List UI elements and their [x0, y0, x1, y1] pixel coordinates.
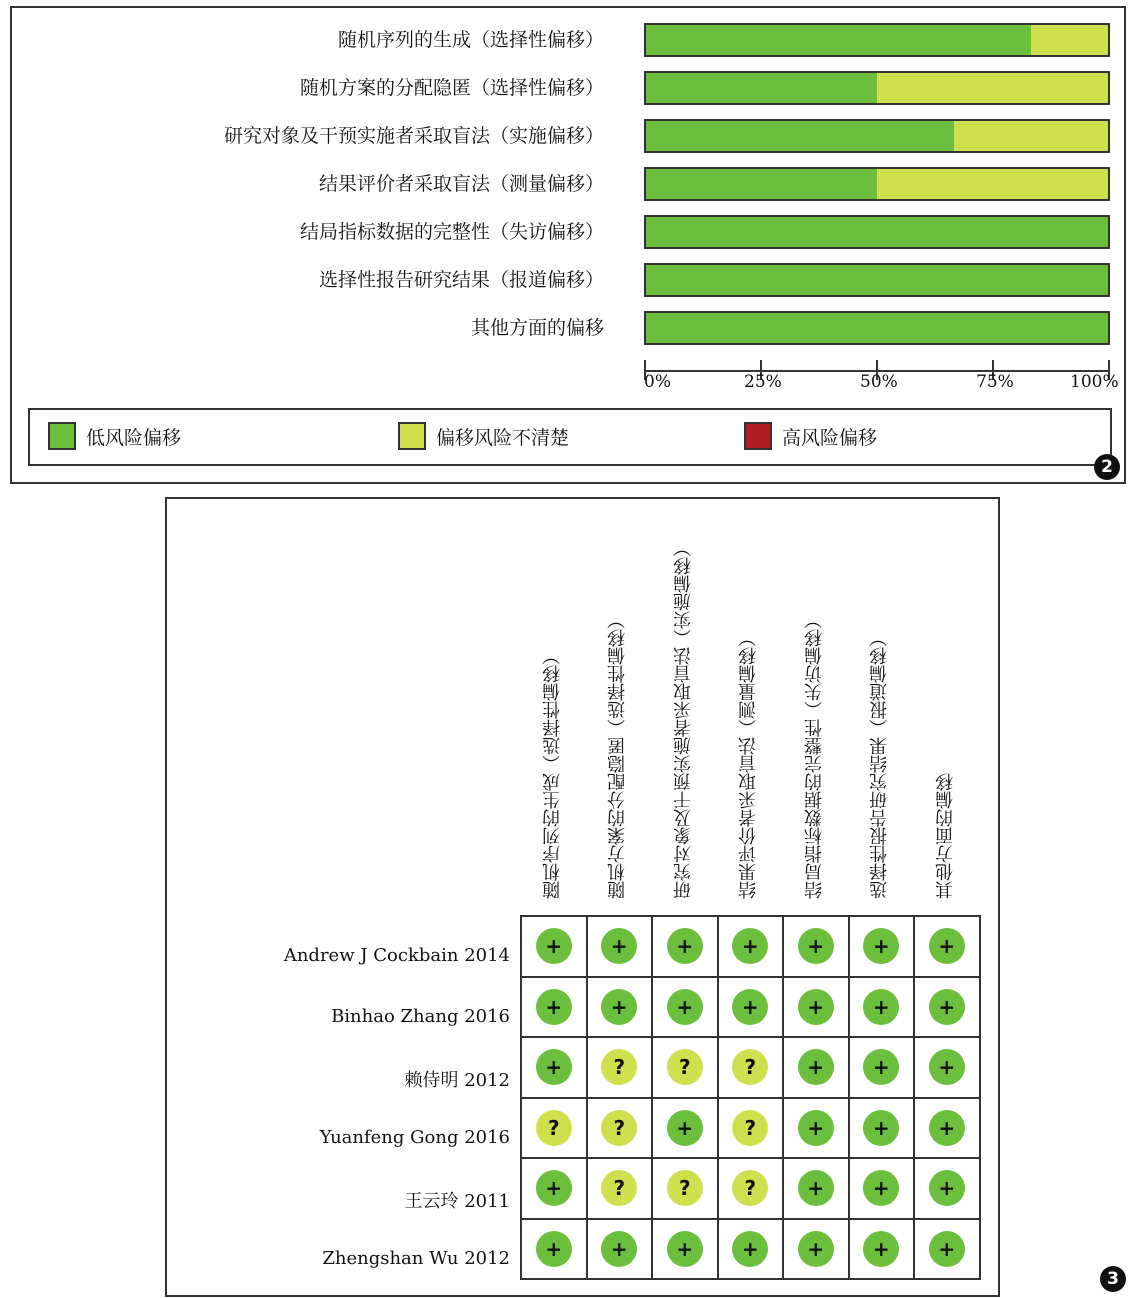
low-risk-icon: +: [929, 1170, 965, 1206]
low-risk-icon: +: [601, 1231, 637, 1267]
judgement-cell: [849, 916, 915, 977]
low-risk-icon: +: [536, 928, 572, 964]
judgement-cell: [587, 1158, 653, 1219]
legend-label-high: 高风险偏移: [782, 426, 878, 449]
table-row: [521, 1037, 980, 1098]
low-risk-icon: +: [798, 928, 834, 964]
bar-label: 选择性报告研究结果（报道偏移）: [318, 269, 604, 291]
unclear-risk-icon: ?: [732, 1170, 768, 1206]
bar: [644, 71, 1110, 105]
table-row: [521, 1098, 980, 1159]
x-tick-label: 100%: [1070, 372, 1119, 392]
judgement-cell: [783, 1219, 849, 1280]
low-risk-icon: +: [863, 1170, 899, 1206]
judgement-cell: [521, 1219, 587, 1280]
judgement-cell: [652, 1219, 718, 1280]
study-label: Binhao Zhang 2016: [331, 1005, 510, 1027]
low-risk-icon: +: [798, 989, 834, 1025]
judgement-cell: [914, 1158, 980, 1219]
low-risk-icon: +: [798, 1049, 834, 1085]
judgement-cell: [849, 1098, 915, 1159]
judgement-cell: [849, 977, 915, 1038]
low-risk-icon: +: [863, 1231, 899, 1267]
low-risk-icon: +: [798, 1231, 834, 1267]
low-risk-icon: +: [536, 1049, 572, 1085]
low-risk-icon: +: [732, 989, 768, 1025]
study-label: Zhengshan Wu 2012: [322, 1247, 510, 1269]
judgement-cell: [718, 916, 784, 977]
x-tick-label: 75%: [976, 372, 1014, 392]
judgement-grid: [520, 915, 981, 1280]
study-label: 赖侍明 2012: [404, 1070, 510, 1091]
judgement-cell: [587, 1098, 653, 1159]
low-risk-icon: +: [929, 1231, 965, 1267]
bar-label: 研究对象及干预实施者采取盲法（实施偏移）: [223, 125, 604, 147]
study-label: Andrew J Cockbain 2014: [283, 945, 510, 966]
legend-swatch-unclear: [398, 422, 426, 450]
bar: [644, 119, 1110, 153]
judgement-cell: [521, 1037, 587, 1098]
legend-item-unclear: [398, 422, 569, 450]
bar-segment: [646, 265, 1108, 295]
judgement-cell: [652, 1158, 718, 1219]
bar-segment: [646, 217, 1108, 247]
table-row: [521, 1219, 980, 1280]
judgement-cell: [914, 1098, 980, 1159]
judgement-cell: [718, 1037, 784, 1098]
table-row: [521, 977, 980, 1038]
judgement-cell: [718, 1098, 784, 1159]
low-risk-icon: +: [732, 1231, 768, 1267]
judgement-cell: [914, 1219, 980, 1280]
panel-label-2: 2: [1094, 454, 1120, 480]
bar-label: 随机序列的生成（选择性偏移）: [337, 29, 604, 51]
bar: [644, 311, 1110, 345]
x-tick-label: 50%: [860, 372, 898, 392]
bar: [644, 167, 1110, 201]
bar: [644, 23, 1110, 57]
bar-segment: [1031, 25, 1108, 55]
bar-label: 随机方案的分配隐匿（选择性偏移）: [299, 77, 604, 99]
judgement-cell: [587, 1037, 653, 1098]
low-risk-icon: +: [798, 1170, 834, 1206]
unclear-risk-icon: ?: [732, 1110, 768, 1146]
judgement-cell: [521, 1098, 587, 1159]
low-risk-icon: +: [929, 928, 965, 964]
column-header: 随机方案的分配隐匿（选择性偏移）: [607, 611, 629, 899]
low-risk-icon: +: [863, 1110, 899, 1146]
table-row: [521, 916, 980, 977]
judgement-cell: [718, 977, 784, 1038]
low-risk-icon: +: [863, 1049, 899, 1085]
legend: [28, 408, 1112, 466]
unclear-risk-icon: ?: [536, 1110, 572, 1146]
judgement-cell: [783, 916, 849, 977]
legend-swatch-low: [48, 422, 76, 450]
bar-segment: [646, 121, 954, 151]
low-risk-icon: +: [798, 1110, 834, 1146]
x-tick-label: 0%: [644, 372, 671, 392]
judgement-cell: [783, 1098, 849, 1159]
bar-segment: [877, 73, 1108, 103]
low-risk-icon: +: [929, 1110, 965, 1146]
low-risk-icon: +: [536, 1231, 572, 1267]
panel-label-3: 3: [1100, 1266, 1126, 1292]
judgement-cell: [521, 1158, 587, 1219]
low-risk-icon: +: [601, 928, 637, 964]
judgement-cell: [521, 916, 587, 977]
bar-label: 结局指标数据的完整性（失访偏移）: [299, 221, 604, 243]
judgement-cell: [849, 1219, 915, 1280]
bar: [644, 215, 1110, 249]
x-tick-label: 25%: [744, 372, 782, 392]
judgement-cell: [783, 1037, 849, 1098]
unclear-risk-icon: ?: [601, 1170, 637, 1206]
bar-label: 其他方面的偏移: [470, 317, 604, 339]
low-risk-icon: +: [929, 1049, 965, 1085]
legend-label-low: 低风险偏移: [86, 426, 182, 449]
low-risk-icon: +: [667, 1110, 703, 1146]
column-header: 结局指标数据的完整性（失访偏移）: [803, 611, 825, 899]
column-header: 随机序列的生成（选择性偏移）: [541, 647, 563, 899]
low-risk-icon: +: [536, 989, 572, 1025]
judgement-cell: [587, 977, 653, 1038]
judgement-cell: [587, 916, 653, 977]
bar: [644, 263, 1110, 297]
judgement-cell: [914, 916, 980, 977]
study-label: 王云玲 2011: [404, 1191, 510, 1212]
column-header: 研究对象及干预实施者采取盲法（实施偏移）: [672, 539, 694, 899]
unclear-risk-icon: ?: [667, 1170, 703, 1206]
low-risk-icon: +: [667, 989, 703, 1025]
unclear-risk-icon: ?: [667, 1049, 703, 1085]
bar-segment: [877, 169, 1108, 199]
judgement-cell: [914, 1037, 980, 1098]
unclear-risk-icon: ?: [601, 1110, 637, 1146]
low-risk-icon: +: [732, 928, 768, 964]
low-risk-icon: +: [929, 989, 965, 1025]
bar-label: 结果评价者采取盲法（测量偏移）: [318, 173, 604, 195]
bar-segment: [646, 25, 1031, 55]
legend-item-high: [744, 422, 877, 450]
unclear-risk-icon: ?: [601, 1049, 637, 1085]
judgement-cell: [718, 1158, 784, 1219]
column-header: 其他方面的偏移: [934, 773, 956, 899]
low-risk-icon: +: [667, 1231, 703, 1267]
low-risk-icon: +: [667, 928, 703, 964]
column-header: 结果评价者采取盲法（测量偏移）: [738, 629, 760, 899]
judgement-cell: [783, 977, 849, 1038]
judgement-cell: [521, 977, 587, 1038]
risk-of-bias-summary-chart: [10, 6, 1126, 484]
unclear-risk-icon: ?: [732, 1049, 768, 1085]
low-risk-icon: +: [536, 1170, 572, 1206]
judgement-cell: [783, 1158, 849, 1219]
legend-label-unclear: 偏移风险不清楚: [436, 426, 570, 449]
bar-segment: [646, 73, 877, 103]
bar-segment: [646, 169, 877, 199]
low-risk-icon: +: [601, 989, 637, 1025]
column-header: 选择性报告研究结果（报道偏移）: [869, 629, 891, 899]
low-risk-icon: +: [863, 928, 899, 964]
bar-segment: [954, 121, 1108, 151]
judgement-cell: [652, 977, 718, 1038]
judgement-cell: [652, 1098, 718, 1159]
table-row: [521, 1158, 980, 1219]
judgement-cell: [718, 1219, 784, 1280]
judgement-cell: [849, 1158, 915, 1219]
judgement-cell: [587, 1219, 653, 1280]
legend-swatch-high: [744, 422, 772, 450]
judgement-cell: [652, 916, 718, 977]
judgement-cell: [652, 1037, 718, 1098]
legend-item-low: [48, 422, 181, 450]
judgement-cell: [849, 1037, 915, 1098]
judgement-cell: [914, 977, 980, 1038]
low-risk-icon: +: [863, 989, 899, 1025]
bar-segment: [646, 313, 1108, 343]
risk-of-bias-graph: [165, 497, 1000, 1297]
study-label: Yuanfeng Gong 2016: [319, 1126, 510, 1148]
